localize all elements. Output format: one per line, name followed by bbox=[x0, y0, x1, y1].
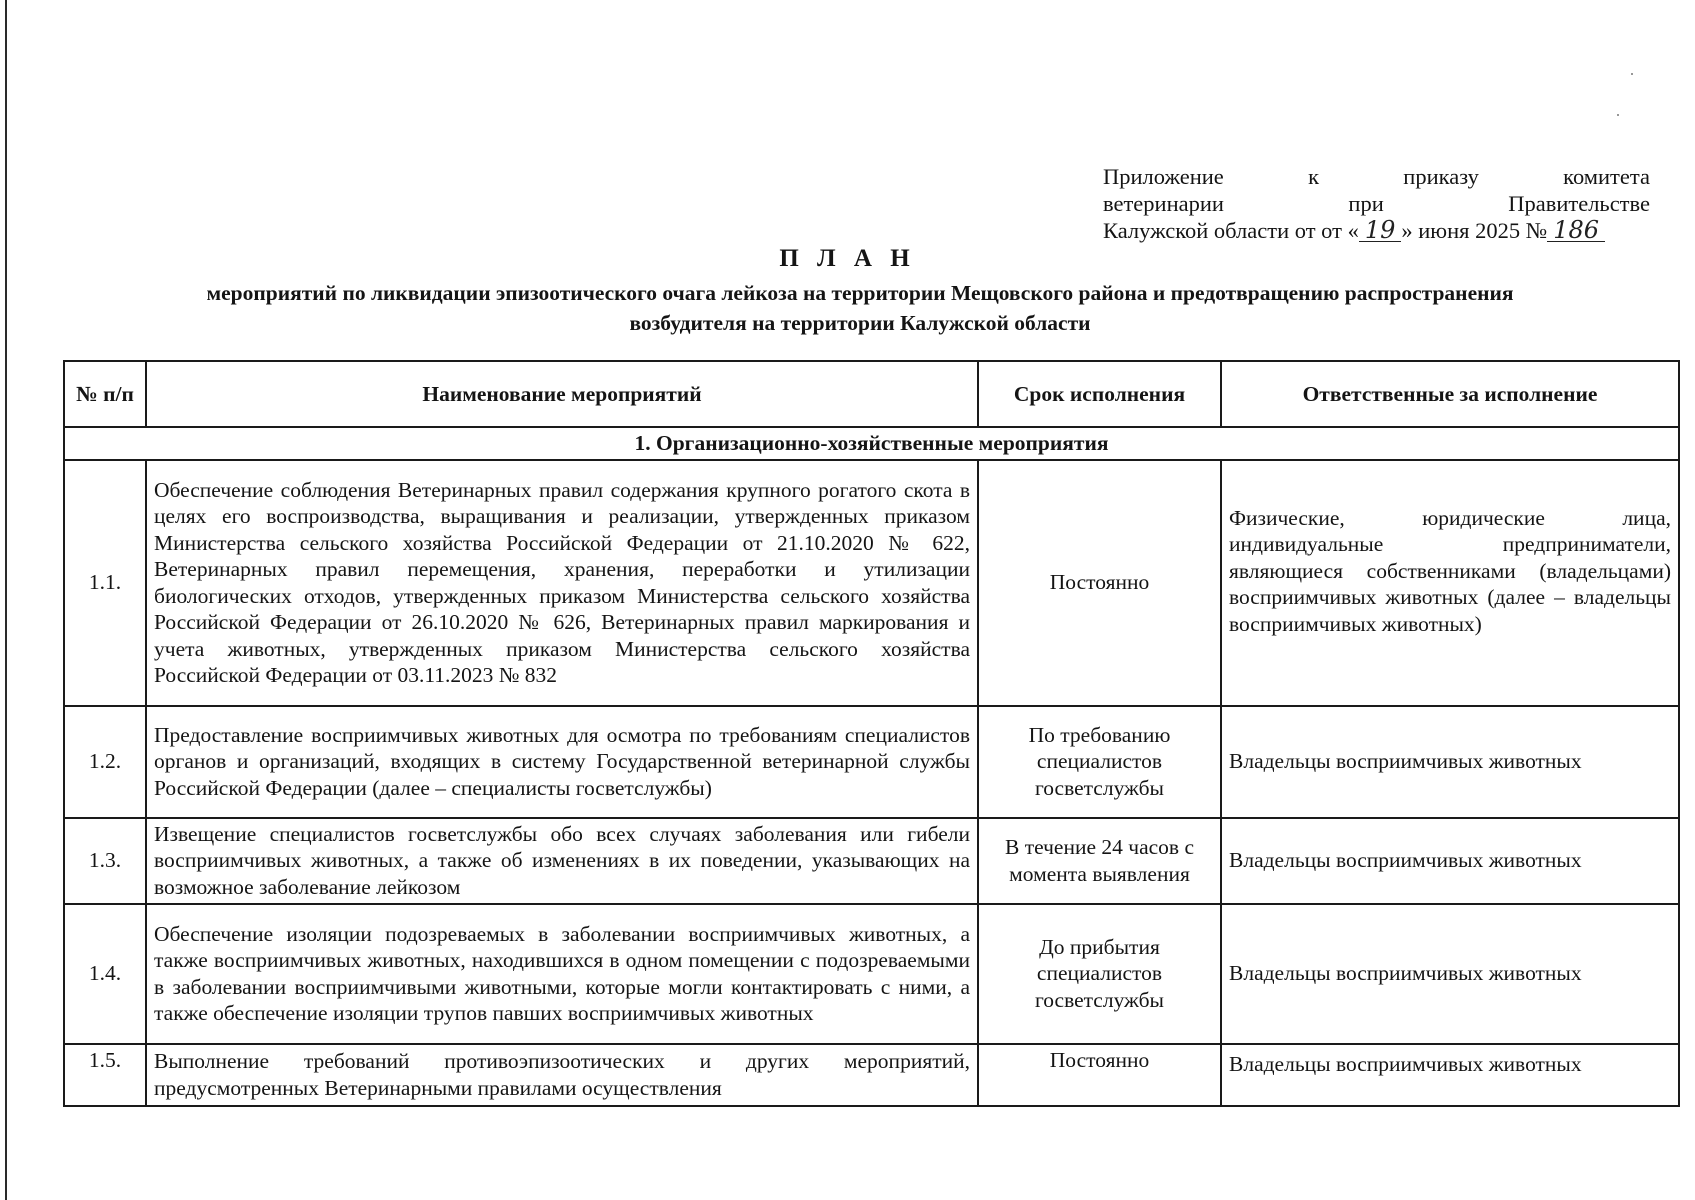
row-term: До прибытия специалистов госветслужбы bbox=[978, 904, 1221, 1044]
appendix-word: при bbox=[1348, 191, 1384, 216]
row-term: По требованию специалистов госветслужбы bbox=[978, 706, 1221, 818]
appendix-word: приказу bbox=[1403, 164, 1479, 189]
row-number: 1.2. bbox=[64, 706, 146, 818]
row-responsible: Владельцы восприимчивых животных bbox=[1221, 706, 1679, 818]
row-measure: Выполнение требований противоэпизоотических и других мероприятий, предусмотренных Ветеринарными правилами осуществления bbox=[146, 1044, 978, 1106]
plan-table bbox=[63, 360, 1680, 1107]
row-measure: Обеспечение изоляции подозреваемых в заболевании восприимчивых животных, а также восприимчивых животных, находившихся в одном помещении с подозреваемыми в заболевании восприимчивыми животными, которые могли контактировать с ними, а также обеспечение изоляции трупов павших восприимчивых животных bbox=[146, 904, 978, 1044]
header-responsible: Ответственные за исполнение bbox=[1221, 361, 1679, 427]
section-row bbox=[64, 427, 1679, 460]
row-responsible: Владельцы восприимчивых животных bbox=[1221, 1044, 1679, 1106]
row-measure: Извещение специалистов госветслужбы обо всех случаях заболевания или гибели восприимчивых животных, а также об изменениях в их поведении, указывающих на возможное заболевание лейкозом bbox=[146, 818, 978, 904]
appendix-line-3 bbox=[1103, 217, 1650, 244]
appendix-word: ветеринарии bbox=[1103, 191, 1224, 216]
row-term: Постоянно bbox=[978, 1044, 1221, 1106]
appendix-word: Правительстве bbox=[1508, 191, 1650, 216]
handwritten-order-number: 186 bbox=[1547, 219, 1605, 242]
row-responsible: Владельцы восприимчивых животных bbox=[1221, 904, 1679, 1044]
appendix-word: комитета bbox=[1563, 164, 1650, 189]
handwritten-day: 19 bbox=[1359, 219, 1402, 242]
appendix-word: Приложение bbox=[1103, 164, 1224, 189]
row-number: 1.1. bbox=[64, 460, 146, 706]
appendix-date-middle: » июня 2025 № bbox=[1401, 218, 1548, 243]
appendix-date-prefix: Калужской области от от « bbox=[1103, 218, 1359, 243]
table-row bbox=[64, 460, 1679, 706]
appendix-word: к bbox=[1308, 164, 1319, 189]
plan-title: П Л А Н bbox=[779, 245, 916, 272]
row-term: В течение 24 часов с момента выявления bbox=[978, 818, 1221, 904]
row-responsible: Владельцы восприимчивых животных bbox=[1221, 818, 1679, 904]
row-number: 1.4. bbox=[64, 904, 146, 1044]
scan-edge-line bbox=[5, 0, 7, 1200]
header-num: № п/п bbox=[64, 361, 146, 427]
row-term: Постоянно bbox=[978, 460, 1221, 706]
table-row bbox=[64, 706, 1679, 818]
row-number: 1.5. bbox=[64, 1044, 146, 1106]
appendix-note bbox=[1103, 163, 1650, 244]
appendix-line-1 bbox=[1103, 163, 1650, 190]
section-title: 1. Организационно-хозяйственные мероприятия bbox=[64, 427, 1679, 460]
row-measure: Обеспечение соблюдения Ветеринарных правил содержания крупного рогатого скота в целях его воспроизводства, выращивания и реализации, утвержденных приказом Министерства сельского хозяйства Российской Федерации от 21.10.2020 № 622, Ветеринарных правил перемещения, хранения, переработки и утилизации биологических отходов, утвержденных приказом Министерства сельского хозяйства Российской Федерации от 26.10.2020 № 626, Ветеринарных правил маркирования и учета животных, утвержденных приказом Министерства сельского хозяйства Российской Федерации от 03.11.2023 № 832 bbox=[146, 460, 978, 706]
scan-speck bbox=[1631, 73, 1633, 75]
appendix-line-2 bbox=[1103, 190, 1650, 217]
table-header-row bbox=[64, 361, 1679, 427]
table-row bbox=[64, 818, 1679, 904]
header-name: Наименование мероприятий bbox=[146, 361, 978, 427]
row-number: 1.3. bbox=[64, 818, 146, 904]
row-measure: Предоставление восприимчивых животных для осмотра по требованиям специалистов органов и организаций, входящих в систему Государственной ветеринарной службы Российской Федерации (далее – специалисты госветслужбы) bbox=[146, 706, 978, 818]
table-row bbox=[64, 904, 1679, 1044]
table-row bbox=[64, 1044, 1679, 1106]
header-term: Срок исполнения bbox=[978, 361, 1221, 427]
plan-subtitle: мероприятий по ликвидации эпизоотического очага лейкоза на территории Мещовского района и предотвращению распространения возбудителя на территории Калужской области bbox=[206, 281, 1514, 335]
scan-speck bbox=[1617, 114, 1619, 116]
row-responsible: Физические, юридические лица, индивидуальные предприниматели, являющиеся собственниками (владельцами) восприимчивых животных (далее – владельцы восприимчивых животных) bbox=[1221, 460, 1679, 706]
